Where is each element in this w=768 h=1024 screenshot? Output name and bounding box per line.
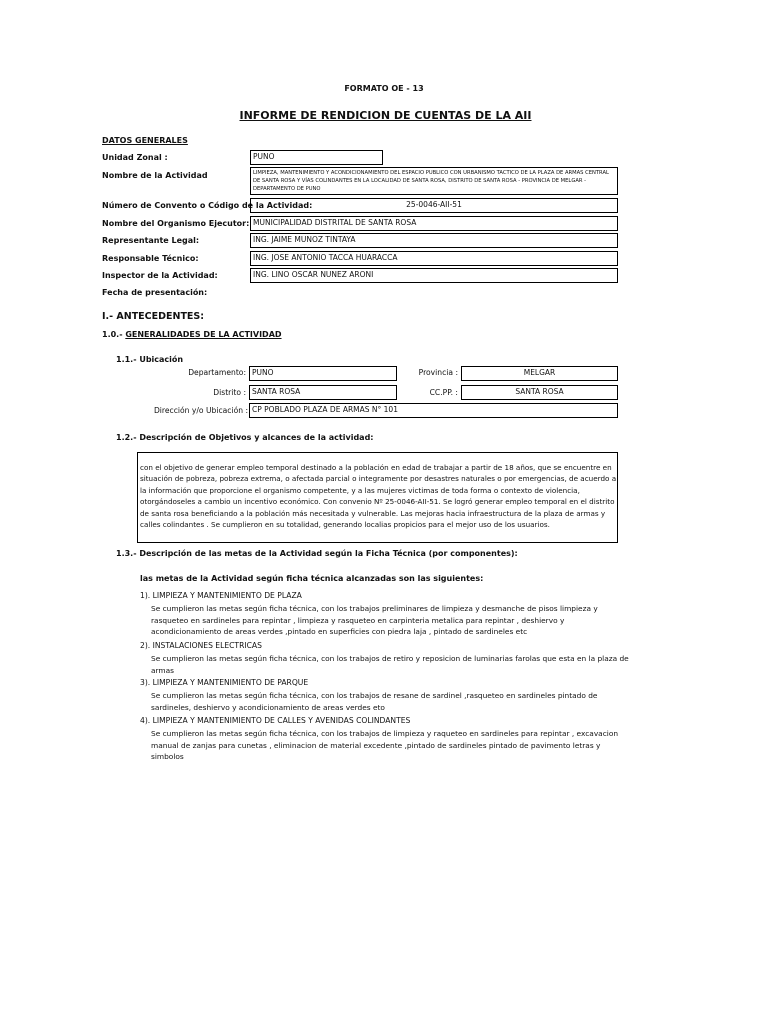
- inspector-value: ING. LINO OSCAR NUNEZ ARONI: [250, 268, 618, 283]
- departamento-label: Departamento:: [188, 368, 246, 377]
- objetivos-line: de santa rosa beneficiando a la población más necesitada y vulnerable. Las mejoras hacia infraestructura de la plaza de armas y: [140, 508, 606, 518]
- page-title: INFORME DE RENDICION DE CUENTAS DE LA AII: [239, 109, 532, 122]
- inspector-label: Inspector de la Actividad:: [102, 271, 218, 280]
- responsable-label: Responsable Técnico:: [102, 254, 199, 263]
- direccion-value: CP POBLADO PLAZA DE ARMAS N° 101: [249, 403, 618, 418]
- meta-line: Se cumplieron las metas según ficha técnica, con los trabajos preliminares de limpieza y desmanche de pisos limpieza y: [151, 604, 598, 613]
- unidad-zonal-value: PUNO: [250, 150, 383, 165]
- meta-3-title: 3). LIMPIEZA Y MANTENIMIENTO DE PARQUE: [140, 678, 309, 687]
- meta-4-desc: [151, 728, 618, 763]
- objetivos-box: [137, 452, 618, 543]
- antecedentes-heading: I.- ANTECEDENTES:: [102, 311, 205, 322]
- meta-line: acondicionamiento de areas verdes ,pintado en superficies con piedra laja , pintado de sardineles etc: [151, 627, 528, 637]
- meta-line: sardineles, deshiervo y acondicionamiento de areas verdes eto: [151, 702, 385, 712]
- ccpp-label: CC.PP. :: [429, 388, 458, 397]
- meta-2-desc: [151, 653, 629, 676]
- nombre-actividad-line: LIMPIEZA, MANTENIMIENTO Y ACONDICIONAMIENTO DEL ESPACIO PUBLICO CON URBANISMO TACTICO DE LA PLAZA DE ARMAS CENTRAL: [253, 170, 609, 176]
- objetivos-line: otorgándoseles a cambio un incentivo económico. Con convenio Nº 25-0046-AII-51. Se logró generar empleo temporal en el distrito: [140, 497, 615, 507]
- format-code: FORMATO OE - 13: [344, 84, 424, 93]
- provincia-label: Provincia :: [418, 368, 458, 377]
- meta-1-desc: [151, 603, 598, 638]
- meta-4-title: 4). LIMPIEZA Y MANTENIMIENTO DE CALLES Y AVENIDAS COLINDANTES: [140, 716, 411, 725]
- convenio-value: 25-0046-AII-51: [250, 198, 618, 213]
- nombre-actividad-line: DE SANTA ROSA Y VÍAS COLINDANTES EN LA LOCALIDAD DE SANTA ROSA, DISTRITO DE SANTA ROSA - PROVINCIA DE MELGAR -: [253, 178, 587, 184]
- meta-1-title: 1). LIMPIEZA Y MANTENIMIENTO DE PLAZA: [140, 591, 302, 600]
- objetivos-line: situación de pobreza, pobreza extrema, o afectada parcial o integramente por desastres naturales o por emergencias, de acuerdo a: [140, 474, 617, 484]
- direccion-label: Dirección y/o Ubicación :: [153, 406, 248, 415]
- meta-line: simbolos: [151, 752, 184, 762]
- distrito-label: Distrito :: [213, 388, 246, 397]
- ubicacion-heading: 1.1.- Ubicación: [116, 355, 184, 364]
- objetivos-line: calles colindantes . Se cumplieron en su totalidad, generando localias propicios para el mejor uso de los usuarios.: [140, 520, 550, 530]
- ccpp-value: SANTA ROSA: [461, 385, 618, 400]
- organismo-value: MUNICIPALIDAD DISTRITAL DE SANTA ROSA: [250, 216, 618, 231]
- meta-2-title: 2). INSTALACIONES ELECTRICAS: [140, 641, 262, 650]
- meta-line: manual de zanjas para cunetas , eliminacion de material excedente ,pintado de sardineles pintado de pavimento letras y: [151, 740, 601, 750]
- meta-line: Se cumplieron las metas según ficha técnica, con los trabajos de resane de sardinel ,rasqueteo en sardineles pintado de: [151, 691, 598, 700]
- datos-generales-heading: DATOS GENERALES: [102, 136, 188, 145]
- objetivos-line: la información que proporcione el organismo competente, y a las mujeres victimas de toda forma o contexto de violencia,: [140, 485, 580, 495]
- generalidades-heading: [102, 330, 282, 339]
- organismo-label: Nombre del Organismo Ejecutor:: [102, 219, 250, 228]
- distrito-value: SANTA ROSA: [249, 385, 397, 400]
- meta-3-desc: [151, 690, 597, 713]
- meta-line: rasqueteo en sardineles para repintar , limpieza y rasqueteo en carpinteria metalica para repintar , deshiervo y: [151, 615, 565, 625]
- metas-heading: 1.3.- Descripción de las metas de la Actividad según la Ficha Técnica (por componentes):: [116, 549, 518, 558]
- nombre-actividad-line: DEPARTAMENTO DE PUNO: [253, 186, 321, 192]
- objetivos-heading: 1.2.- Descripción de Objetivos y alcances de la actividad:: [116, 433, 374, 442]
- meta-line: Se cumplieron las metas según ficha técnica, con los trabajos de retiro y reposicion de luminarias farolas que esta en la plaza de: [151, 654, 629, 663]
- nombre-actividad-value: [250, 167, 618, 195]
- meta-line: Se cumplieron las metas según ficha técnica, con los trabajos de limpieza y raqueteo en sardineles para repintar , excavacion: [151, 729, 619, 738]
- meta-line: armas: [151, 665, 175, 675]
- metas-intro: las metas de la Actividad según ficha técnica alcanzadas son las siguientes:: [140, 574, 484, 583]
- convenio-label: Número de Convento o Código de la Actividad:: [102, 201, 313, 210]
- representante-label: Representante Legal:: [102, 236, 200, 245]
- fecha-label: Fecha de presentación:: [102, 288, 208, 297]
- departamento-value: PUNO: [249, 366, 397, 381]
- representante-value: ING. JAIME MUNOZ TINTAYA: [250, 233, 618, 248]
- provincia-value: MELGAR: [461, 366, 618, 381]
- nombre-actividad-label: Nombre de la Actividad: [102, 171, 208, 180]
- responsable-value: ING. JOSE ANTONIO TACCA HUARACCA: [250, 251, 618, 266]
- generalidades-title: GENERALIDADES DE LA ACTIVIDAD: [125, 330, 282, 339]
- generalidades-prefix: 1.0.-: [102, 330, 123, 339]
- objetivos-line: con el objetivo de generar empleo temporal destinado a la población en edad de trabajar a partir de 18 años, que se encuentre en: [140, 463, 612, 472]
- unidad-zonal-label: Unidad Zonal :: [102, 153, 168, 162]
